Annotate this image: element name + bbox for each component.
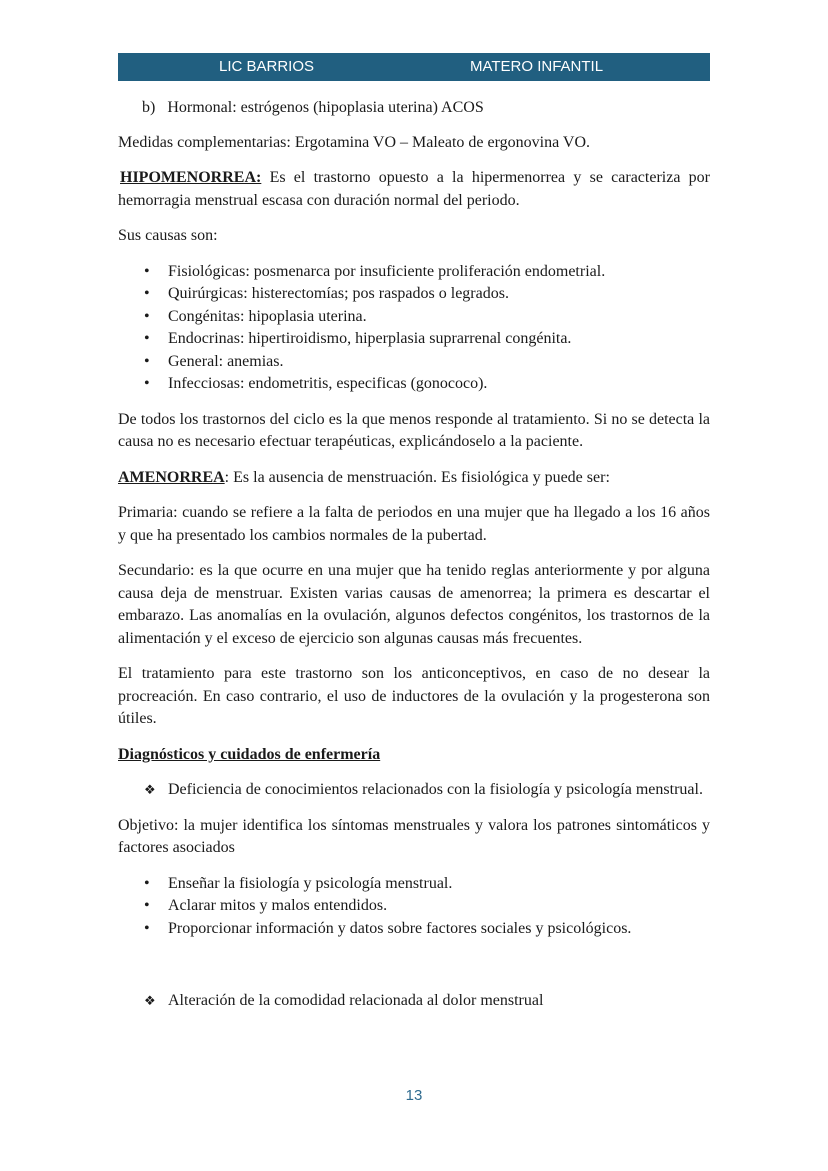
list-item [118,895,710,918]
list-item [118,873,710,896]
diamond-bullet-icon: ❖ [144,782,156,797]
list-item [118,373,710,396]
hipomenorrea-definition: Es el trastorno opuesto a la hipermenorrea y se caracteriza por hemorragia menstrual escasa con duración normal del periodo. [118,169,710,209]
list-item-text: Infecciosas: endometritis, especificas (gonococo). [168,375,488,392]
list-item-text: Congénitas: hipoplasia uterina. [168,307,367,325]
diagnosis-list-1 [118,779,710,802]
diagnosis-list-2 [118,990,710,1013]
bullet-icon: • [144,330,150,347]
list-item-text: Enseñar la fisiología y psicología menstrual. [168,874,453,892]
list-item [118,990,710,1013]
list-item-text: Fisiológicas: posmenarca por insuficiente proliferación endometrial. [168,262,606,280]
bullet-icon: • [144,352,150,370]
amenorrea-term: AMENORREA [118,468,225,486]
list-item [118,261,710,284]
list-item [118,306,710,329]
amenorrea-secundario: Secundario: es la que ocurre en una mujer que ha tenido reglas anteriormente y por alguna causa deja de menstruar. Existen varias causas de amenorrea; la primera es descartar el embarazo. Las anomalías en la ovulación, algunos defectos congénitos, los trastornos de la alimentación y el exceso de ejercicio son algunas causas más frecuentes. [118,562,710,647]
list-item-text: General: anemias. [168,352,284,370]
list-item-text: Quirúrgicas: histerectomías; pos raspados o legrados. [168,285,509,302]
item-b-hormonal: b) Hormonal: estrógenos (hipoplasia uterina) ACOS [142,99,484,116]
amenorrea-tratamiento: El tratamiento para este trastorno son los anticonceptivos, en caso de no desear la procreación. En caso contrario, el uso de inductores de la ovulación y la progesterona son útiles. [118,665,710,727]
list-item [118,779,710,802]
bullet-icon: • [144,285,150,302]
objetivo-paragraph: Objetivo: la mujer identifica los síntomas menstruales y valora los patrones sintomáticos y factores asociados [118,816,710,856]
bullet-icon: • [144,897,150,914]
bullet-icon: • [144,919,150,937]
amenorrea-paragraph [118,467,710,490]
section-title [118,744,710,767]
header-subject: MATERO INFANTIL [470,58,604,75]
hipomenorrea-note: De todos los trastornos del ciclo es la que menos responde al tratamiento. Si no se detecta la causa no es necesario efectuar terapéuticas, explicándoselo a la paciente. [118,410,710,450]
bullet-icon: • [144,307,150,325]
causes-list [118,261,710,396]
list-item [118,328,710,351]
list-item-text: Aclarar mitos y malos entendidos. [168,897,388,914]
hipomenorrea-paragraph [118,167,710,212]
page-number: 13 [405,1087,423,1104]
diamond-bullet-icon: ❖ [144,993,156,1008]
diagnosticos-title: Diagnósticos y cuidados de enfermería [118,745,381,763]
list-item-text: Endocrinas: hipertiroidismo, hiperplasia suprarrenal congénita. [168,330,572,347]
list-item [118,351,710,374]
causes-title: Sus causas son: [118,227,218,244]
list-item [118,918,710,941]
hipomenorrea-term: HIPOMENORREA: [120,169,262,186]
actions-list [118,873,710,941]
header-author: LIC BARRIOS [219,58,315,75]
page-content [118,97,710,1026]
diagnosis-text: Alteración de la comodidad relacionada al dolor menstrual [168,992,544,1009]
bullet-icon: • [144,375,150,392]
bullet-icon: • [144,874,150,892]
list-item-text: Proporcionar información y datos sobre factores sociales y psicológicos. [168,919,632,937]
amenorrea-definition: : Es la ausencia de menstruación. Es fisiológica y puede ser: [224,468,610,486]
diagnosis-text: Deficiencia de conocimientos relacionados con la fisiología y psicología menstrual. [168,781,703,798]
page-header [118,53,710,81]
medidas-complementarias: Medidas complementarias: Ergotamina VO – Maleato de ergonovina VO. [118,133,591,151]
list-item [118,283,710,306]
bullet-icon: • [144,262,150,280]
amenorrea-primaria: Primaria: cuando se refiere a la falta de periodos en una mujer que ha llegado a los 16 años y que ha presentado los cambios normales de la pubertad. [118,504,710,544]
